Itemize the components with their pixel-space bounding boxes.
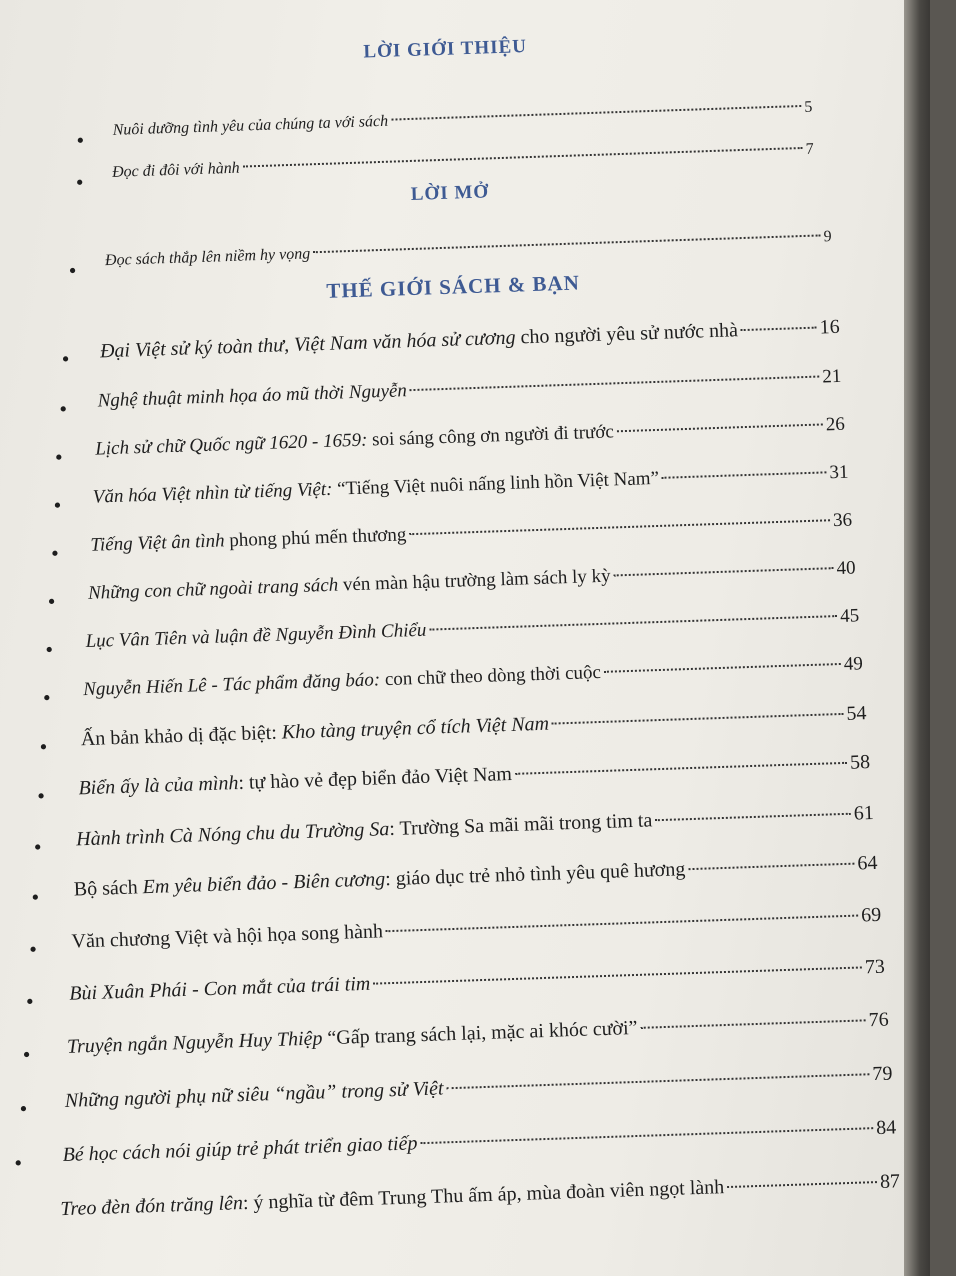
entry-title-roman: : ý nghĩa từ đêm Trung Thu ấm áp, mùa đoàn viên ngọt lành <box>242 1176 725 1215</box>
entry-title <box>69 973 371 1006</box>
entry-title-italic: Đọc đi đôi với hành <box>111 159 240 181</box>
entry-title-italic: Đọc sách thắp lên niềm hy vọng <box>104 245 311 270</box>
entry-title-roman: Bộ sách <box>73 876 144 901</box>
page-number: 36 <box>832 509 853 532</box>
page-number: 16 <box>819 315 840 339</box>
entry-title-roman: : Trường Sa mãi mãi trong tim ta <box>388 809 653 841</box>
dot-leader <box>391 105 801 121</box>
entry-title-roman: “Gấp trang sách lại, mặc ai khóc cười” <box>322 1016 638 1050</box>
entry-title-roman: vén màn hậu trường làm sách ly kỳ <box>337 565 611 596</box>
entry-title-roman: phong phú mến thương <box>224 524 407 552</box>
entry-title-italic: Lục Vân Tiên và luận đề Nguyễn Đình Chiểu <box>85 619 427 653</box>
dot-leader <box>727 1181 877 1188</box>
bullet-point: • <box>49 543 61 566</box>
entry-title <box>85 620 426 653</box>
entry-title-italic: Văn hóa Việt nhìn từ tiếng Việt: <box>92 478 333 508</box>
page-number: 76 <box>868 1008 889 1032</box>
entry-title <box>81 713 550 752</box>
bullet-point: • <box>74 130 87 153</box>
page-number: 84 <box>875 1116 897 1140</box>
entry-title-italic: Lịch sử chữ Quốc ngữ 1620 - 1659: <box>94 429 368 460</box>
dot-leader <box>617 423 823 432</box>
page-number: 64 <box>857 851 878 875</box>
page-number: 26 <box>825 413 846 436</box>
entry-title <box>90 524 407 556</box>
toc-entry <box>73 852 877 902</box>
entry-title-roman: con chữ theo dòng thời cuộc <box>379 661 602 691</box>
dot-leader <box>409 519 830 535</box>
toc-entry <box>95 414 845 461</box>
entry-title-roman: “Tiếng Việt nuôi nấng linh hồn Việt Nam” <box>332 467 660 500</box>
toc-entry <box>78 751 870 800</box>
page-number: 40 <box>836 557 856 580</box>
entry-title <box>105 245 311 270</box>
page-number: 31 <box>829 461 849 484</box>
entry-title <box>97 380 407 412</box>
bullet-point: • <box>17 1099 30 1121</box>
dot-leader <box>614 567 834 576</box>
entry-title <box>88 566 611 605</box>
entry-title-italic: Hành trình Cà Nóng chu du Trường Sa <box>75 818 390 851</box>
page-number: 9 <box>823 228 832 246</box>
bullet-point: • <box>29 887 42 909</box>
bullet-point: • <box>35 786 47 808</box>
page-edge-shadow <box>904 0 930 1276</box>
dot-leader <box>688 863 854 871</box>
entry-title-roman: : giáo dục trẻ nhỏ tình yêu quê hương <box>384 858 686 891</box>
toc-entry <box>62 1116 896 1167</box>
bullet-point: • <box>74 172 86 195</box>
dot-leader <box>515 762 847 775</box>
toc-entry <box>83 653 863 701</box>
section-heading-world: THẾ GIỚI SÁCH & BẠN <box>325 270 581 303</box>
entry-title-italic: Nguyễn Hiến Lê - Tác phẩm đăng báo: <box>82 669 381 701</box>
entry-title-italic: Em yêu biển đảo - Biên cương <box>142 868 386 899</box>
dot-leader <box>373 966 862 984</box>
dot-leader <box>552 713 843 725</box>
page-number: 45 <box>839 605 860 627</box>
dot-leader <box>446 1073 869 1089</box>
dot-leader <box>386 915 858 933</box>
page-number: 73 <box>864 955 886 979</box>
entry-title-roman: Ấn bản khảo dị đặc biệt: <box>80 721 283 751</box>
bullet-point: • <box>27 939 39 962</box>
dot-leader <box>640 1019 865 1028</box>
entry-title <box>112 113 388 140</box>
entry-title-italic: Tiếng Việt ân tình <box>90 530 225 556</box>
entry-title-roman: : tự hào vẻ đẹp biển đảo Việt Nam <box>238 762 513 795</box>
page-number: 54 <box>846 702 867 725</box>
toc-entry <box>93 462 849 509</box>
bullet-point: • <box>51 495 64 518</box>
toc-entry <box>112 99 812 140</box>
page-number: 79 <box>872 1062 893 1086</box>
dot-leader <box>604 663 841 673</box>
entry-title <box>78 763 512 800</box>
entry-title <box>112 160 240 182</box>
entry-title-italic: Nghệ thuật minh họa áo mũ thời Nguyễn <box>97 380 408 412</box>
toc-entry <box>97 366 841 413</box>
entry-title-italic: Bé học cách nói giúp trẻ phát triển giao tiếp <box>62 1132 418 1167</box>
bullet-point: • <box>12 1153 24 1175</box>
bullet-point: • <box>41 688 53 710</box>
page-number: 69 <box>860 903 882 927</box>
entry-title-roman: soi sáng công ơn người đi trước <box>367 421 615 451</box>
entry-title-italic: Truyện ngắn Nguyễn Huy Thiệp <box>66 1027 323 1058</box>
entry-title <box>95 421 614 460</box>
entry-title <box>62 1132 418 1167</box>
section-heading-opening: LỜI MỞ <box>410 181 490 205</box>
entry-title <box>83 662 601 701</box>
entry-title-italic: Nuôi dưỡng tình yêu của chúng ta với sách <box>112 112 389 139</box>
section-heading-intro: LỜI GIỚI THIỆU <box>363 36 528 63</box>
entry-title <box>67 1017 638 1059</box>
bullet-point: • <box>67 261 79 283</box>
toc-entry <box>105 228 832 270</box>
toc-entry <box>69 956 885 1006</box>
dot-leader <box>243 147 803 168</box>
bullet-point: • <box>20 1045 33 1067</box>
bullet-point: • <box>43 640 55 662</box>
entry-title-italic: Những con chữ ngoài trang sách <box>87 574 339 604</box>
entry-title <box>76 809 653 851</box>
entry-title-italic: Treo đèn đón trăng lên <box>60 1192 244 1221</box>
bullet-point: • <box>57 399 69 421</box>
bullet-point: • <box>32 837 44 859</box>
dot-leader <box>655 813 851 821</box>
toc-entry <box>67 1009 889 1059</box>
entry-title <box>93 468 660 509</box>
entry-title <box>64 1077 443 1113</box>
toc-entry <box>71 904 881 954</box>
dot-leader <box>420 1127 873 1144</box>
entry-title-italic: Những người phụ nữ siêu “ngầu” trong sử Việt <box>64 1077 444 1112</box>
bullet-point: • <box>24 991 36 1014</box>
dot-leader <box>410 376 819 392</box>
toc-entry <box>88 557 856 604</box>
dot-leader <box>313 234 821 253</box>
entry-title <box>73 858 685 901</box>
page-number: 5 <box>804 98 813 116</box>
toc-entry <box>85 605 859 653</box>
toc-entry <box>64 1063 892 1113</box>
entry-title <box>71 920 383 953</box>
toc-entry <box>76 802 874 851</box>
entry-title-roman: Văn chương Việt và hội họa song hành <box>71 920 384 953</box>
toc-entry <box>100 316 840 364</box>
toc-entry <box>90 510 852 557</box>
entry-title-italic: Biển ấy là của mình <box>78 772 239 800</box>
bullet-point: • <box>53 447 65 469</box>
dot-leader <box>662 471 827 478</box>
page-number: 7 <box>805 140 814 158</box>
entry-title <box>100 319 739 363</box>
toc-entry <box>60 1170 900 1221</box>
entry-title-italic: Kho tàng truyện cổ tích Việt Nam <box>281 712 550 744</box>
entry-title <box>60 1176 725 1221</box>
page-number: 21 <box>821 365 842 388</box>
entry-title-roman: cho người yêu sử nước nhà <box>515 319 739 349</box>
bullet-point: • <box>59 349 72 371</box>
bullet-point: • <box>37 737 50 759</box>
bullet-point: • <box>45 591 58 614</box>
page-number: 87 <box>879 1170 901 1193</box>
page-number: 61 <box>853 801 875 825</box>
dot-leader <box>429 615 837 631</box>
dot-leader <box>741 327 817 332</box>
toc-entry <box>81 702 867 751</box>
page-number: 49 <box>843 653 864 675</box>
entry-title-italic: Bùi Xuân Phái - Con mắt của trái tim <box>68 972 371 1005</box>
page-number: 58 <box>849 751 871 774</box>
entry-title-italic: Đại Việt sử ký toàn thư, Việt Nam văn hóa sử cương <box>99 326 516 363</box>
